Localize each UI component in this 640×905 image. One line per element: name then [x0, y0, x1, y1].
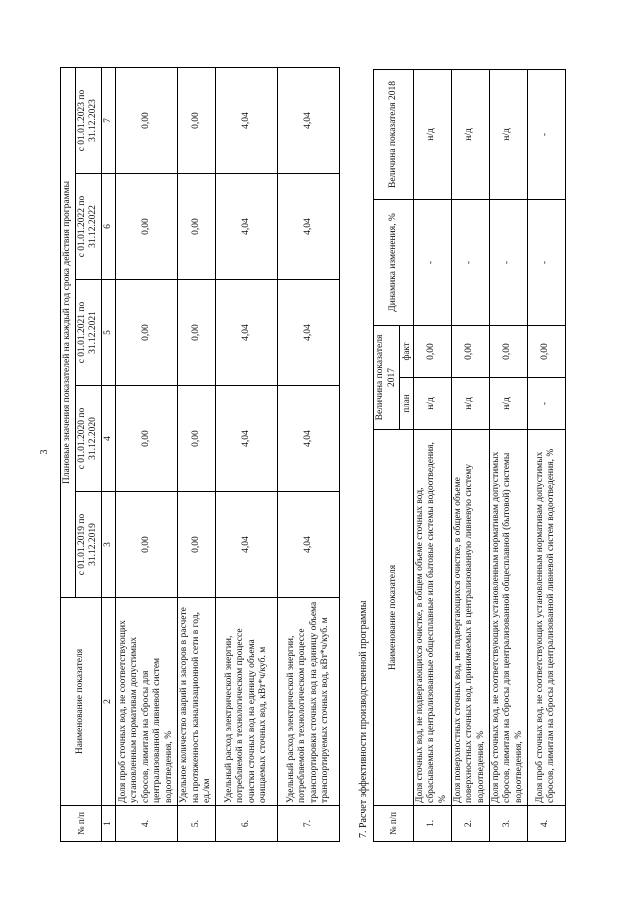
fact-value: 0,00: [489, 325, 527, 377]
column-number: 7: [101, 68, 116, 174]
indicator-name: Доля проб сточных вод, не соответствующих установленным нормативам допустимых сбросов, лимитам на сбросы для централизованной ливневой систем водоотведения, %: [527, 430, 565, 806]
header-period: с 01.01.2019 по 31.12.2019: [75, 492, 101, 598]
header-num: № п/п: [374, 806, 414, 842]
column-number: 2: [101, 598, 116, 806]
indicator-name: Доля поверхностных сточных вод, не подвергающихся очистке, в общем объеме поверхностных сточных вод, принимаемых в централизованную ливневую систему водоотведения, %: [451, 430, 489, 806]
indicator-value: 4,04: [216, 280, 278, 386]
row-number: 1.: [413, 806, 451, 842]
header-group: Плановые значения показателей на каждый год срока действия программы: [61, 68, 76, 598]
indicator-value: 0,00: [116, 68, 178, 174]
row-number: 3.: [489, 806, 527, 842]
header-name: Наименование показателя: [374, 430, 414, 806]
section-title: 7. Расчет эффективности производственной программы: [358, 600, 369, 838]
planned-values-block: [60, 68, 340, 842]
plan-value: н/д: [451, 378, 489, 430]
column-number: 4: [101, 386, 116, 492]
table-row: [527, 69, 565, 841]
indicator-value: 0,00: [116, 386, 178, 492]
header-value-2018: Величина показателя 2018: [374, 69, 414, 199]
indicator-value: 4,04: [278, 280, 340, 386]
page-number: 3: [39, 449, 50, 455]
header-name: Наименование показателя: [61, 598, 102, 806]
column-number: 3: [101, 492, 116, 598]
indicator-value: 4,04: [278, 68, 340, 174]
row-number: 4.: [116, 806, 178, 842]
indicator-value: 4,04: [278, 174, 340, 280]
row-number: 2.: [451, 806, 489, 842]
indicator-value: 4,04: [278, 386, 340, 492]
value-2018: н/д: [489, 69, 527, 199]
header-period: с 01.01.2022 по 31.12.2022: [75, 174, 101, 280]
indicator-value: 4,04: [216, 174, 278, 280]
indicator-value: 0,00: [178, 492, 216, 598]
header-period: с 01.01.2021 по 31.12.2021: [75, 280, 101, 386]
column-number: 1: [101, 806, 116, 842]
indicator-value: 0,00: [178, 280, 216, 386]
indicator-value: 0,00: [178, 174, 216, 280]
row-number: 7.: [278, 806, 340, 842]
plan-value: н/д: [489, 378, 527, 430]
planned-values-table: [60, 67, 340, 842]
table-row: [178, 68, 216, 842]
indicator-value: 0,00: [178, 386, 216, 492]
value-2018: н/д: [413, 69, 451, 199]
header-value-2017: Величина показателя 2017: [374, 325, 400, 429]
value-2018: -: [527, 69, 565, 199]
efficiency-block: [355, 70, 566, 842]
table-row: [413, 69, 451, 841]
indicator-value: 0,00: [116, 492, 178, 598]
fact-value: 0,00: [527, 325, 565, 377]
dynamics-value: -: [489, 199, 527, 325]
plan-value: н/д: [413, 378, 451, 430]
indicator-name: Доля проб сточных вод, не соответствующих установленным нормативам допустимых сбросов, лимитам на сбросы для централизованной ливневой систем водоотведения, %: [116, 598, 178, 806]
indicator-value: 0,00: [178, 68, 216, 174]
indicator-name: Удельный расход электрической энергии, потребляемой в технологическом процессе очистки сточных вод на единицу объема очищаемых сточных вод, кВт*ч/куб. м: [216, 598, 278, 806]
table-row: [451, 69, 489, 841]
indicator-name: Доля сточных вод, не подвергающихся очистке, в общем объеме сточных вод, сбрасываемых в централизованные общесплавные или бытовые системы водоотведения, %: [413, 430, 451, 806]
table-row: [278, 68, 340, 842]
indicator-value: 4,04: [216, 68, 278, 174]
header-num: № п/п: [61, 806, 102, 842]
plan-value: -: [527, 378, 565, 430]
efficiency-table: [373, 69, 566, 842]
indicator-value: 4,04: [216, 492, 278, 598]
table-row: [489, 69, 527, 841]
column-numbers-row: [101, 68, 116, 842]
table-row: [216, 68, 278, 842]
row-number: 6.: [216, 806, 278, 842]
header-fact: факт: [400, 325, 414, 377]
header-plan: план: [400, 378, 414, 430]
header-dynamics: Динамика изменения, %: [374, 199, 414, 325]
table-row: [116, 68, 178, 842]
dynamics-value: -: [527, 199, 565, 325]
indicator-name: Удельное количество аварий и засоров в расчете на протяженность канализационной сети в год, ед./км: [178, 598, 216, 806]
indicator-value: 0,00: [116, 174, 178, 280]
column-number: 5: [101, 280, 116, 386]
column-number: 6: [101, 174, 116, 280]
indicator-value: 0,00: [116, 280, 178, 386]
fact-value: 0,00: [413, 325, 451, 377]
indicator-name: Доля проб сточных вод, не соответствующих установленным нормативам допустимых сбросов, лимитам на сбросы для централизованной общесплавной (бытовой) системы водоотведения, %: [489, 430, 527, 806]
dynamics-value: -: [413, 199, 451, 325]
fact-value: 0,00: [451, 325, 489, 377]
header-period: с 01.01.2020 по 31.12.2020: [75, 386, 101, 492]
header-period: с 01.01.2023 по 31.12.2023: [75, 68, 101, 174]
indicator-value: 4,04: [278, 492, 340, 598]
indicator-value: 4,04: [216, 386, 278, 492]
value-2018: н/д: [451, 69, 489, 199]
row-number: 5.: [178, 806, 216, 842]
indicator-name: Удельный расход электрической энергии, потребляемой в технологическом процессе транспортировки сточных вод на единицу объема транспортируемых сточных вод, кВт*ч/куб. м: [278, 598, 340, 806]
row-number: 4.: [527, 806, 565, 842]
dynamics-value: -: [451, 199, 489, 325]
